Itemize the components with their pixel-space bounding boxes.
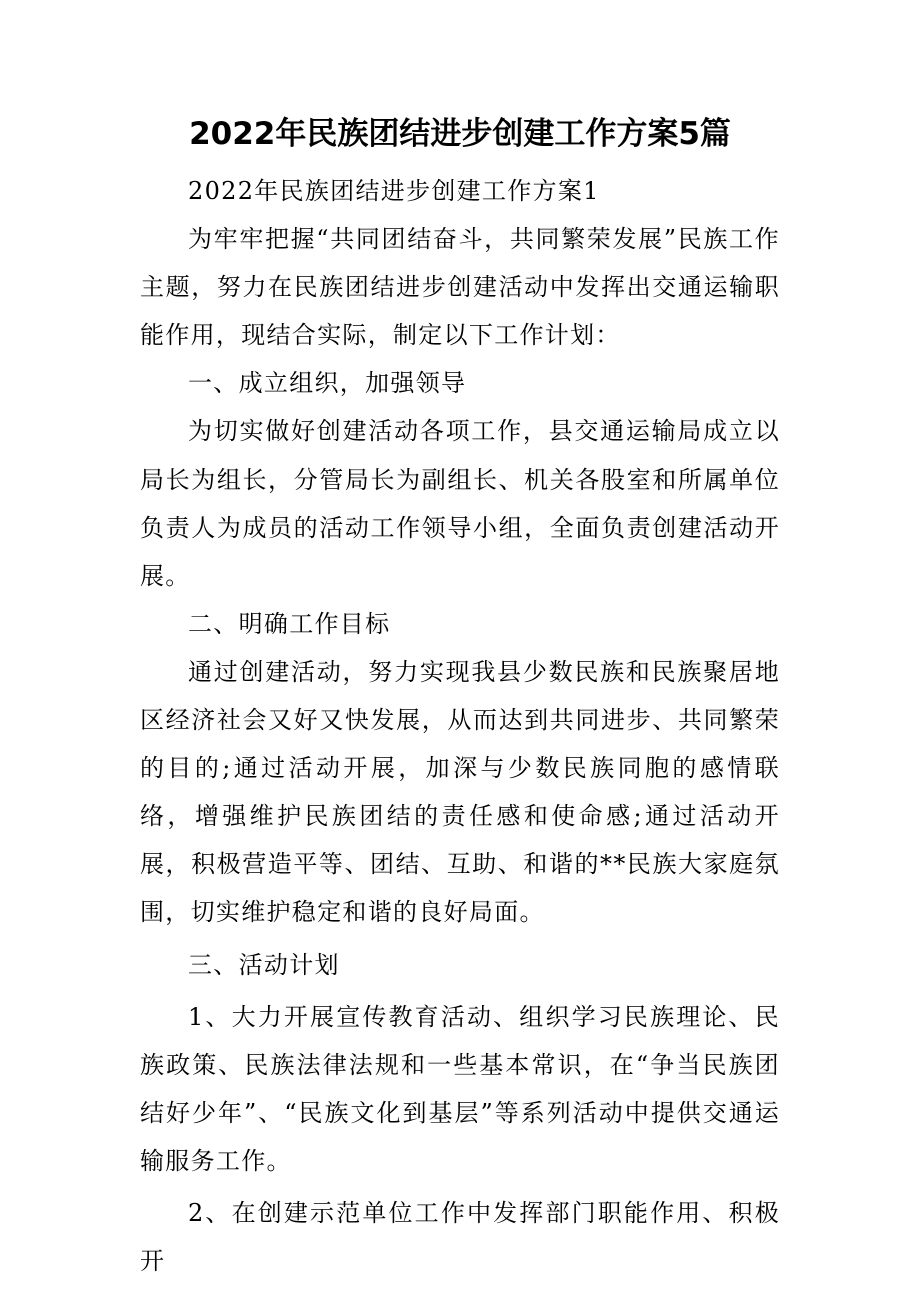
paragraph-organization: 为切实做好创建活动各项工作，县交通运输局成立以局长为组长，分管局长为副组长、机关各股室和所属单位负责人为成员的活动工作领导小组，全面负责创建活动开展。 [140,417,780,590]
section-heading-plan-1: 2022年民族团结进步创建工作方案1 [188,177,600,205]
section-heading-2: 二、明确工作目标 [188,609,391,638]
document-title: 2022年民族团结进步创建工作方案5篇 [189,116,731,152]
paragraph-plan-item-2: 2、在创建示范单位工作中发挥部门职能作用、积极开 [140,1198,780,1276]
section-heading-3: 三、活动计划 [188,950,340,979]
document-body [140,167,780,1285]
paragraph-plan-item-1: 1、大力开展宣传教育活动、组织学习民族理论、民族政策、民族法律法规和一些基本常识，在“争当民族团结好少年”、“民族文化到基层”等系列活动中提供交通运输服务工作。 [140,1002,780,1175]
paragraph-intro: 为牢牢把握“共同团结奋斗，共同繁荣发展”民族工作主题，努力在民族团结进步创建活动中发挥出交通运输职能作用，现结合实际，制定以下工作计划： [140,225,780,350]
section-heading-1: 一、成立组织，加强领导 [188,369,467,398]
paragraph-goals: 通过创建活动，努力实现我县少数民族和民族聚居地区经济社会又好又快发展，从而达到共同进步、共同繁荣的目的;通过活动开展，加深与少数民族同胞的感情联络，增强维护民族团结的责任感和使命感;通过活动开展，积极营造平等、团结、互助、和谐的**民族大家庭氛围，切实维护稳定和谐的良好局面。 [140,657,780,927]
